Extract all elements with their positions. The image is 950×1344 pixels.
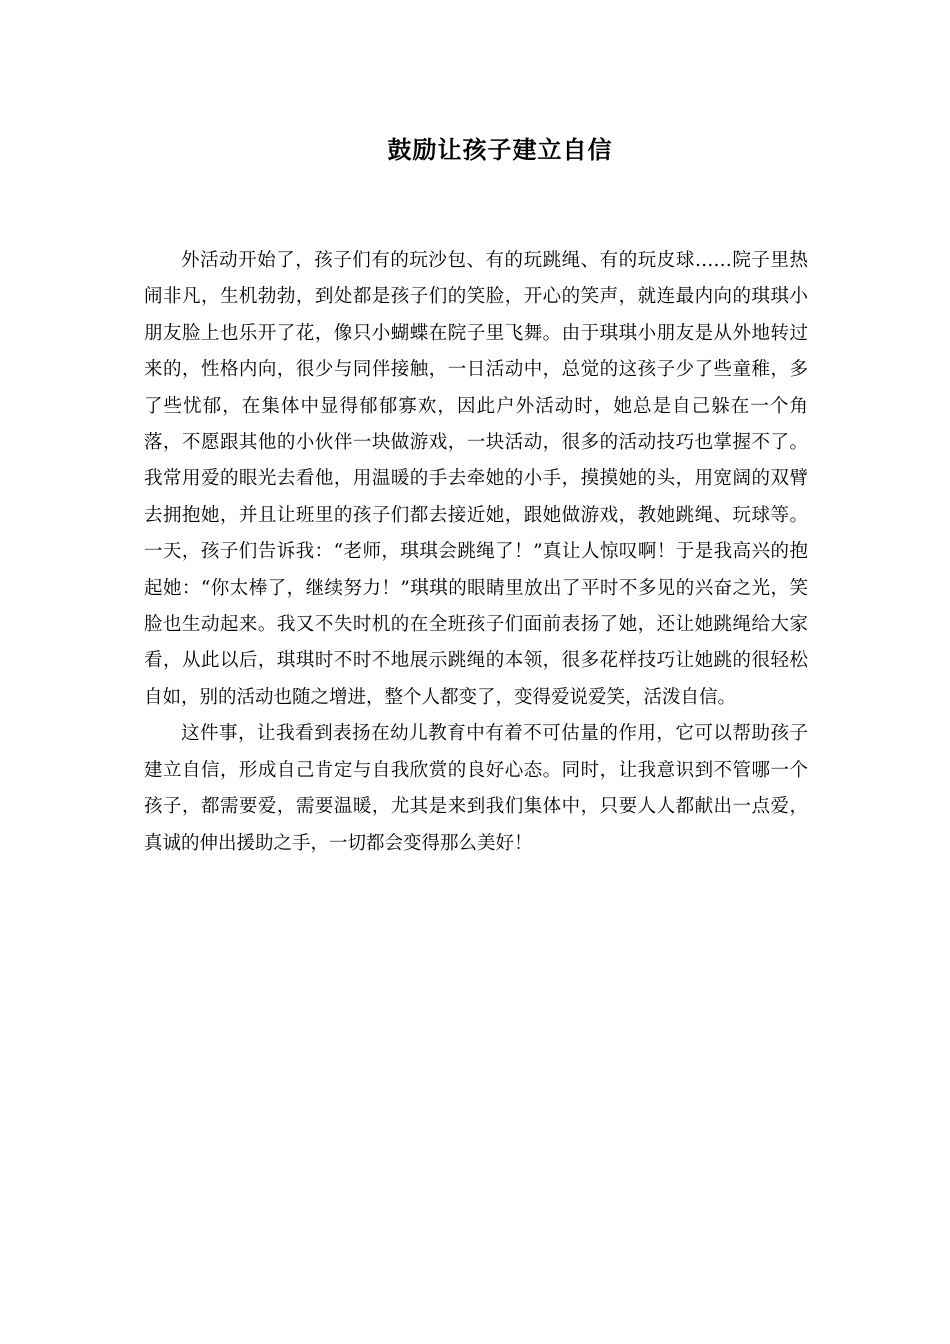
document-title: 鼓励让孩子建立自信 [387, 136, 613, 164]
document-body [144, 243, 808, 862]
body-paragraph-1: 外活动开始了，孩子们有的玩沙包、有的玩跳绳、有的玩皮球……院子里热闹非凡，生机勃勃，到处都是孩子们的笑脸，开心的笑声，就连最内向的琪琪小朋友脸上也乐开了花，像只小蝴蝶在院子里飞舞。由于琪琪小朋友是从外地转过来的，性格内向，很少与同伴接触，一日活动中，总觉的这孩子少了些童稚，多了些忧郁，在集体中显得郁郁寡欢，因此户外活动时，她总是自己躲在一个角落，不愿跟其他的小伙伴一块做游戏，一块活动，很多的活动技巧也掌握不了。我常用爱的眼光去看他，用温暖的手去牵她的小手，摸摸她的头，用宽阔的双臂去拥抱她，并且让班里的孩子们都去接近她，跟她做游戏，教她跳绳、玩球等。一天，孩子们告诉我：“老师，琪琪会跳绳了！”真让人惊叹啊！于是我高兴的抱起她：“你太棒了，继续努力！”琪琪的眼睛里放出了平时不多见的兴奋之光，笑脸也生动起来。我又不失时机的在全班孩子们面前表扬了她，还让她跳绳给大家看，从此以后，琪琪时不时不地展示跳绳的本领，很多花样技巧让她跳的很轻松自如，别的活动也随之增进，整个人都变了，变得爱说爱笑，活泼自信。 [144, 250, 808, 708]
body-paragraph-2: 这件事，让我看到表扬在幼儿教育中有着不可估量的作用，它可以帮助孩子建立自信，形成自己肯定与自我欣赏的良好心态。同时，让我意识到不管哪一个孩子，都需要爱，需要温暖，尤其是来到我们集体中，只要人人都献出一点爱，真诚的伸出援助之手，一切都会变得那么美好！ [144, 723, 808, 854]
